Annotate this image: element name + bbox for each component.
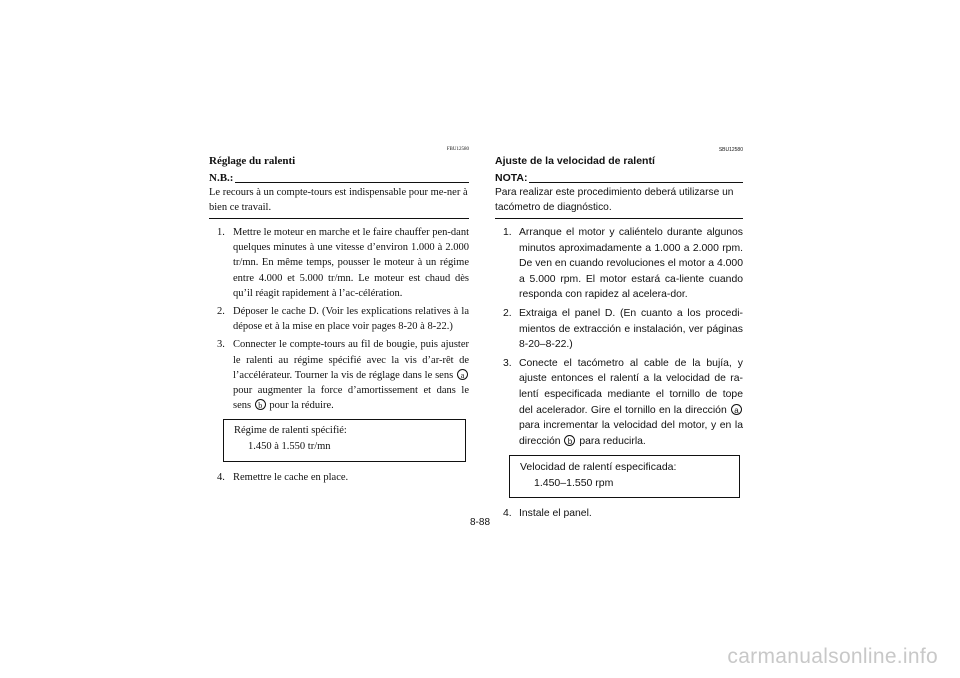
step-text: Connecter le compte-tours au fil de bougie, puis ajuster le ralenti au régime spécifié avec la vis d’ar-rêt de l’accélérateur. Tourner la vis de réglage dans le sens — [233, 339, 469, 381]
page-number: 8-88 — [469, 517, 490, 528]
note-label: NOTA: — [495, 172, 528, 184]
step-text: Arranque el motor y caliéntelo durante algunos minutos aproximadamente a 1.000 a 2.000 rpm. De ven en cuando revoluciones el motor a 4.000 a 5.000 rpm. El motor estará ca-liente cuando responda con rapidez al acelera-dor. — [519, 227, 743, 301]
spec-box — [509, 455, 740, 498]
step-number: 1. — [503, 227, 512, 238]
note-text: Para realizar este procedimiento deberá utilizarse un tacómetro de diagnóstico. — [495, 187, 734, 213]
step-item — [209, 304, 469, 334]
step-item — [209, 337, 469, 413]
spec-value: 1.450 à 1.550 tr/mn — [248, 441, 331, 453]
direction-a-icon: a — [457, 369, 468, 380]
step-item — [495, 356, 743, 450]
step-number: 4. — [503, 508, 512, 520]
step-item — [209, 470, 469, 485]
note-header — [209, 172, 469, 185]
direction-b-icon: b — [255, 399, 266, 410]
step-text: Remettre le cache en place. — [233, 472, 349, 484]
step-text: para reducirla. — [579, 435, 646, 447]
watermark: carmanualsonline.info — [727, 645, 938, 668]
spec-value: 1.450–1.550 rpm — [534, 477, 614, 490]
step-number: 3. — [503, 357, 512, 369]
step-number: 4. — [217, 472, 225, 484]
step-text: Déposer le cache D. (Voir les explications relatives à la dépose et à la mise en place voir pages 8-20 à 8-22.) — [233, 306, 469, 333]
french-column — [209, 146, 469, 489]
step-text: para incrementar la velocidad del motor, y en la dirección — [519, 420, 743, 447]
spec-label: Régime de ralenti spécifié: — [234, 425, 347, 437]
step-text: pour la réduire. — [269, 400, 334, 412]
section-title: Réglage du ralenti — [209, 155, 296, 167]
spec-box — [223, 419, 466, 462]
step-text: Extraiga el panel D. (En cuanto a los procedi-mientos de extracción e instalación, ver páginas 8-20–8-22.) — [519, 307, 743, 351]
step-item — [209, 225, 469, 301]
steps-list-continued — [209, 470, 469, 485]
step-text: Conecte el tacómetro al cable de la bujía, y ajuste entonces el ralentí a la velocidad de ra-lentí especificada mediante el tornillo de tope del acelerador. Gire el tornillo en la dirección — [519, 357, 743, 416]
note-header — [495, 172, 743, 185]
step-item — [495, 225, 743, 303]
step-number: 1. — [217, 227, 225, 238]
note-rule — [235, 182, 469, 183]
note-text: Le recours à un compte-tours est indispensable pour me-ner à bien ce travail. — [209, 187, 468, 213]
direction-b-icon: b — [564, 435, 575, 446]
spanish-column — [495, 146, 743, 525]
note-end-rule — [209, 218, 469, 219]
step-text: pour augmenter la force d’amortissement et dans le sens — [233, 385, 469, 412]
section-title: Ajuste de la velocidad de ralentí — [495, 155, 655, 167]
step-number: 2. — [217, 306, 225, 318]
note-label: N.B.: — [209, 172, 234, 184]
step-item — [495, 306, 743, 353]
note-rule — [529, 182, 743, 183]
steps-list — [209, 225, 469, 413]
step-text: Instale el panel. — [519, 508, 592, 520]
section-code: SBU12580 — [718, 147, 743, 153]
step-number: 2. — [503, 307, 512, 319]
section-code: FBU12580 — [446, 147, 469, 152]
steps-list — [495, 225, 743, 449]
direction-a-icon: a — [731, 404, 742, 415]
spec-label: Velocidad de ralentí especificada: — [520, 461, 677, 474]
note-end-rule — [495, 218, 743, 219]
step-number: 3. — [217, 339, 225, 351]
step-text: Mettre le moteur en marche et le faire chauffer pen-dant quelques minutes à une vitesse d’environ 1.000 à 2.000 tr/mn. En même temps, pousser le moteur à un régime entre 4.000 et 5.000 tr/mn. Le moteur est chaud dès qu’il réagit rapidement à l’ac-célération. — [233, 227, 469, 299]
